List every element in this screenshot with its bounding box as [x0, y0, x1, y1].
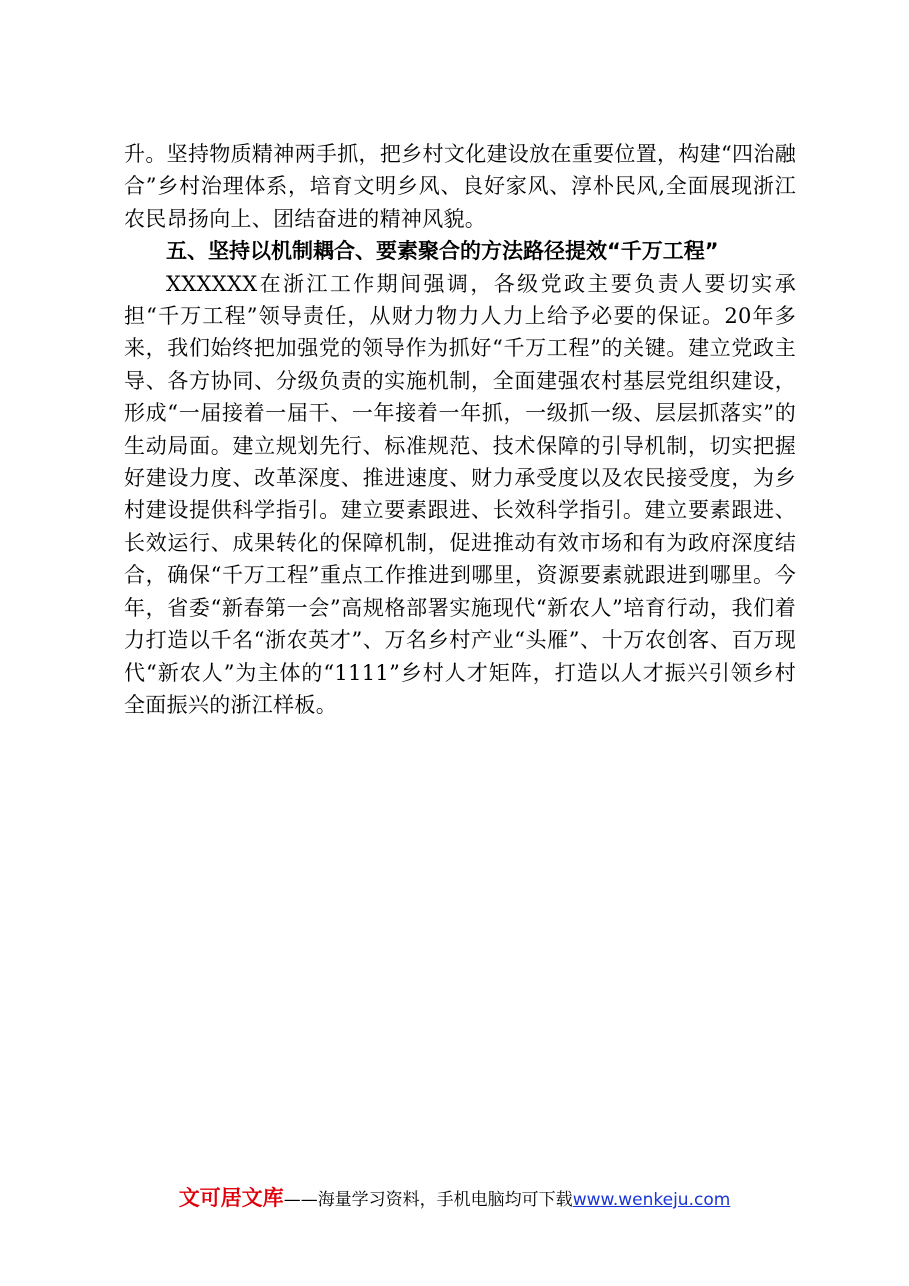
footer-site-link[interactable]: www.wenkeju.com — [572, 1190, 731, 1210]
footer-banner — [0, 1182, 909, 1212]
document-body — [124, 138, 796, 721]
paragraph-continuation: 升。坚持物质精神两手抓，把乡村文化建设放在重要位置，构建“四治融合”乡村治理体系，培育文明乡风、良好家风、淳朴民风,全面展现浙江农民昂扬向上、团结奋进的精神风貌。 — [124, 142, 796, 231]
footer-brand: 文可居文库 — [178, 1186, 284, 1210]
paragraph-body: XXXXXX在浙江工作期间强调，各级党政主要负责人要切实承担“千万工程”领导责任，从财力物力人力上给予必要的保证。20年多来，我们始终把加强党的领导作为抓好“千万工程”的关键。建立党政主导、各方协同、分级负责的实施机制，全面建强农村基层党组织建设，形成“一届接着一届干、一年接着一年抓，一级抓一级、层层抓落实”的生动局面。建立规划先行、标准规范、技术保障的引导机制，切实把握好建设力度、改革深度、推进速度、财力承受度以及农民接受度，为乡村建设提供科学指引。建立要素跟进、长效科学指引。建立要素跟进、长效运行、成果转化的保障机制，促进推动有效市场和有为政府深度结合，确保“千万工程”重点工作推进到哪里，资源要素就跟进到哪里。今年，省委“新春第一会”高规格部署实施现代“新农人”培育行动，我们着力打造以千名“浙农英才”、万名乡村产业“头雁”、十万农创客、百万现代“新农人”为主体的“1111”乡村人才矩阵，打造以人才振兴引领乡村全面振兴的浙江样板。 — [124, 271, 796, 717]
section-heading-5: 五、坚持以机制耦合、要素聚合的方法路径提效“千万工程” — [166, 239, 719, 264]
footer-slogan: ——海量学习资料，手机电脑均可下载 — [283, 1190, 573, 1210]
